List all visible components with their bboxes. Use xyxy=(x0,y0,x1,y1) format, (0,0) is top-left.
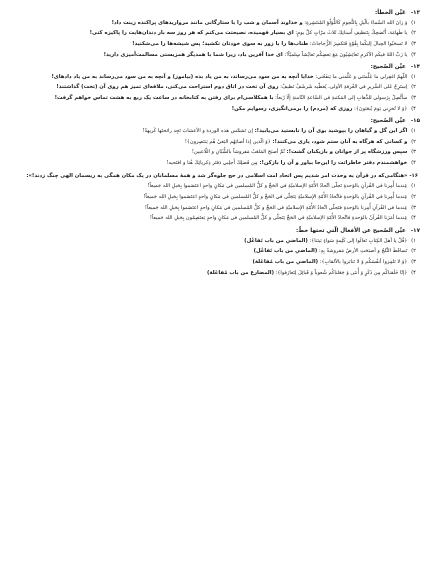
option-arabic: وَ زانَ الله السّماءَ بالّيلِ بِالنُّجومِ كَاللُّؤلُؤِ المُنتَشِرةِ: xyxy=(304,19,408,26)
option[interactable] xyxy=(22,205,416,213)
option[interactable] xyxy=(22,194,416,202)
option-persian: و خداوند آسمان و شب را با ستارگانی مانند مرواریدهای پراکنده زینت داد! xyxy=(111,19,303,26)
question-number: ۱۵- xyxy=(410,118,420,125)
question-title xyxy=(22,64,420,72)
option-persian: با همکلاسی‌ام برای رفتن به کتابخانه در ساعت یک ربع به هشت تماس خواهم گرفت! xyxy=(54,95,274,102)
question-15 xyxy=(22,118,420,167)
option-number: ۲) xyxy=(411,84,416,91)
option[interactable] xyxy=(22,74,416,82)
option-persian: سپس ورزشگاه پر از جوانان و بازیکنان گشت!: xyxy=(286,149,408,156)
option-list xyxy=(22,183,420,223)
option-arabic: إن تَشمَّس هذه الوردة و الأعشابَ تَجِد رائحتَها كَريهةً! xyxy=(142,128,253,135)
option-list xyxy=(22,74,420,114)
option-number: ۲) xyxy=(411,194,416,201)
option-arabic: اِستَرِحْ عَلى السَّريرِ في الغُرفةِ الأولى، يُغطّيه شَرشَفٌ نَظيفٌ: xyxy=(280,84,408,91)
option[interactable] xyxy=(22,20,416,28)
option-persian: خواهشمندم دفتر خاطراتت را این‌جا بیاور و آن را بازکن!: xyxy=(259,160,408,167)
option-persian: روزی که (مردم) را برمی‌انگیزی، رسوایم مکن! xyxy=(231,105,353,112)
option[interactable] xyxy=(22,248,416,256)
option[interactable] xyxy=(22,149,416,157)
option-number: ۴) xyxy=(411,160,416,167)
question-prompt: عيِّن الصّحيح: xyxy=(370,118,406,125)
option-number: ۳) xyxy=(411,149,416,156)
option-arabic: ثُمَّ أصبَحَ المَلعَبُ مَفروشاً بالشُّبّانِ و اللّاعبين! xyxy=(191,149,285,156)
option-number: ۴) xyxy=(411,105,416,112)
question-prompt: «هنگامی‌که در قرآن به وحدت امر شدیم پس اتحاد امت اسلامی در حج جلوه‌گر شد و همهٔ مسلمانان در یک مکان همگی به ریسمان الهی چنگ زدند!»: xyxy=(26,172,408,179)
option-number: ۳) xyxy=(411,204,416,211)
option[interactable] xyxy=(22,259,416,267)
option-persian: (الماضي من باب مُفاعَلة) xyxy=(252,258,319,265)
option-arabic: ﴿وَ لا تُخزِني يَومَ يُبعَثونَ﴾: xyxy=(354,105,408,112)
question-title xyxy=(22,228,420,236)
question-14 xyxy=(22,64,420,113)
option[interactable] xyxy=(22,106,416,114)
option-list xyxy=(22,238,420,278)
question-number: ۱۴- xyxy=(410,64,420,71)
option-arabic: ﴿إنّا خَلَقناكُم مِن ذَكَرٍ وَ أُنثى وَ جَعَلناكُم شُعوباً وَ قَبائِلَ لِتَعارَفوا﴾: xyxy=(275,269,408,276)
option-number: ۱) xyxy=(411,183,416,190)
question-number: ۱۷- xyxy=(410,228,420,235)
option-arabic: تَساقَطَ الثَّلجُ و أصبَحَتِ الأرضُ مَفروشةً بِهِ: xyxy=(318,248,408,255)
option-persian: (الماضي من باب تَفاعُل) xyxy=(244,237,308,244)
option-number: ۳) xyxy=(411,40,416,47)
option-arabic: عِندما أمَرَنا القُرآنُ بالوَحدةِ فاتِّحادُ الأُمّةِ الإسلاميّةِ في الحَجِّ يَتَجلّى و كلُّ المُسلمين في مَكانٍ واحدٍ يَعتَصِمُون بِحَبلِ الله جَميعاً! xyxy=(149,215,408,222)
option-persian: ای خدا آفرین باد، زیرا شما با همدیگر همزیستی مسالمت‌آمیزی دارید! xyxy=(103,51,283,58)
option[interactable] xyxy=(22,41,416,49)
option-number: ۲) xyxy=(411,138,416,145)
option-number: ۴) xyxy=(411,215,416,222)
option-number: ۴) xyxy=(411,51,416,58)
question-title xyxy=(22,118,420,126)
option-persian: روی آن تخت در اتاق دوم استراحت می‌کنی، ملافه‌ای تمیز هم روی آن (تخت) گذاشتند! xyxy=(56,84,279,91)
option[interactable] xyxy=(22,128,416,136)
option-list xyxy=(22,20,420,60)
option[interactable] xyxy=(22,215,416,223)
option-arabic: اللّهمّ اغفِرلي ما عَلَّمتَني و عَلِّمني ما يَنفَعُني: xyxy=(315,73,408,80)
option[interactable] xyxy=(22,52,416,60)
option-persian: و کسانی که هرگاه به آنان ستم شود، یاری می‌کنند!: xyxy=(272,138,408,145)
option-arabic: سأَتَّصِلُ بِرَسولي للذَّهابِ إلى المَكتبةِ في السّاعةِ الثّامنةِ إلّا رُبعاً: xyxy=(275,95,408,102)
question-16 xyxy=(22,173,420,223)
option[interactable] xyxy=(22,183,416,191)
option-persian: ای بسیار فهمیده، نصیحتت می‌کنم که هر روز سه بار دندان‌هایت را پاکیزه کنی! xyxy=(89,30,294,37)
option-persian: (الماضي من باب تَفاعُل) xyxy=(253,248,318,255)
exam-page xyxy=(22,10,420,282)
option-number: ۳) xyxy=(411,258,416,265)
option-number: ۱) xyxy=(411,19,416,26)
option[interactable] xyxy=(22,95,416,103)
option-number: ۳) xyxy=(411,95,416,102)
option-number: ۱) xyxy=(411,128,416,135)
question-number: ۱۶- xyxy=(409,172,418,179)
question-intro xyxy=(22,173,418,181)
option-arabic: مِن فَضلِكَ أَجلِبي دَفتَر ذِكرياتِكَ هُنا و افتَحيه! xyxy=(166,160,258,167)
option[interactable] xyxy=(22,238,416,246)
question-prompt: عيِّن الصّحيح: xyxy=(370,64,406,71)
option-arabic: ﴿وَ الّذين إذا أصابَهُم البَغيُ هُم يَنتَصِرون﴾! xyxy=(184,138,271,145)
option-arabic: ﴿وَ لا تَلمِزوا أنفُسَكُم وَ لا تَنابَزوا بالألقابِ﴾: xyxy=(319,258,408,265)
option-number: ۱) xyxy=(411,73,416,80)
question-prompt: عيِّن الصّحيح عن الأفعال الّتي تحتها خطّ: xyxy=(296,228,406,235)
option[interactable] xyxy=(22,84,416,92)
option-persian: خدایا آنچه به من سود می‌رساند، به من یاد بده (بیاموز) و آنچه به من سود می‌رساند به من یاد دادهای! xyxy=(51,73,314,80)
option-persian: طناب‌ها را با زور به سوی خودتان نکشید؛ پس شیشه‌ها را می‌شکنید! xyxy=(132,40,309,47)
question-17 xyxy=(22,228,420,277)
question-number: ۱۳- xyxy=(410,10,420,16)
option-arabic: عِندما في القُرآنِ أُمِرنا بالوَحدةِ فتَجلّى اتِّحادُ الأُمّةِ الإسلاميّةِ في الحَجِّ و كلُّ المُسلمين في مَكانٍ واحدٍ اعتَصَموا بِحَبلِ الله جَميعاً! xyxy=(144,204,408,211)
option-number: ۲) xyxy=(411,30,416,37)
option-number: ۴) xyxy=(411,269,416,276)
option-arabic: يا طَهامَة، أَتُضحِكُ بِتَنظيفِ أَسنانِكَ ثَلاثَ مرّاتٍ كلَّ يومٍ: xyxy=(295,30,408,37)
question-title xyxy=(22,10,420,18)
option-number: ۱) xyxy=(411,237,416,244)
option-persian: اگر این گل و گیاهان را بپوشید بوی آن را نابستید می‌یابید!: xyxy=(254,128,408,135)
option[interactable] xyxy=(22,139,416,147)
option-number: ۲) xyxy=(411,248,416,255)
option[interactable] xyxy=(22,270,416,278)
option-arabic: لا تَسحَبُوا الحِبالَ إليكُما بِقُوّةٍ فَتَكسِرَ الزُّجاجاتُ: xyxy=(309,40,408,47)
question-13 xyxy=(22,10,420,59)
option-list xyxy=(22,128,420,168)
option-arabic: عِندما أُمِرنا في القُرآنِ بالوَحدةِ فاتِّحادُ الأُمّةِ الإسلاميّةِ يَتَجَلّى في الحَجِّ و كلُّ المُسلمين في مَكانٍ واحدٍ اعتَصَموا بِحَبلِ الله جَميعاً! xyxy=(143,194,408,201)
option[interactable] xyxy=(22,160,416,168)
option[interactable] xyxy=(22,30,416,38)
option-persian: (المضارع من باب مُفاعَلة) xyxy=(206,269,275,276)
option-arabic: عِندما أُمِرنا في القُرآنِ بالوَحدةِ تَجلّى اتِّحادُ الأُمّةِ الإسلاميّةِ في الحَجِّ و كلُّ المُسلمين في مَكانٍ واحدٍ اعتَصَموا بِحَبلِ الله جَميعاً! xyxy=(147,183,408,190)
option-arabic: يا رَبِّ اللهُ فيكَم الأكرمِ تَعايَشِيُونَ مَعَ بَعضِكُم تَعايُشاً سِلميّاً!: xyxy=(284,51,408,58)
question-prompt: عَيِّن الخطأ: xyxy=(374,10,406,16)
option-arabic: ﴿قُلْ يا أهلَ الكِتابِ تَعالَوا إلى كَلِمةٍ سَواءٍ بَينَنا﴾: xyxy=(309,237,408,244)
